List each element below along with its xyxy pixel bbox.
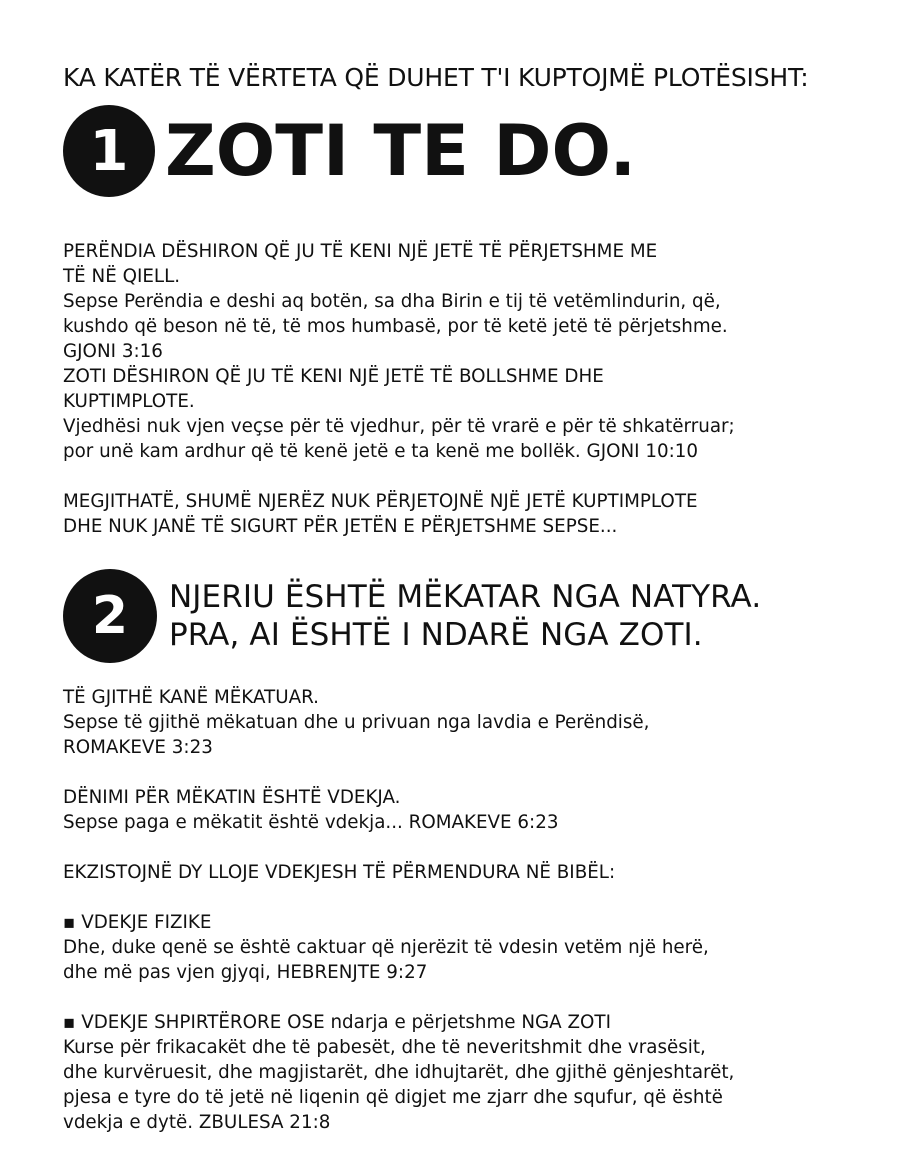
number-badge-2: 2 xyxy=(63,569,157,663)
text-line: ROMAKEVE 3:23 xyxy=(63,737,213,758)
text-line: EKZISTOJNË DY LLOJE VDEKJESH TË PËRMENDURA NË BIBËL: xyxy=(63,862,616,883)
document-page xyxy=(63,62,873,1135)
section-1-header xyxy=(63,103,873,199)
text-line: GJONI 3:16 xyxy=(63,341,163,362)
intro-heading: KA KATËR TË VËRTETA QË DUHET T'I KUPTOJMË PLOTËSISHT: xyxy=(63,63,809,92)
text-line: vdekja e dytë. ZBULESA 21:8 xyxy=(63,1112,331,1133)
section-2-body xyxy=(63,685,873,1135)
text-line: ZOTI DËSHIRON QË JU TË KENI NJË JETË TË BOLLSHME DHE xyxy=(63,366,604,387)
bullet-line: ▪ VDEKJE FIZIKE xyxy=(63,912,212,933)
text-line: dhe kurvëruesit, dhe magjistarët, dhe idhujtarët, dhe gjithë gënjeshtarët, xyxy=(63,1062,735,1083)
text-line: Dhe, duke qenë se është caktuar që njerëzit të vdesin vetëm një herë, xyxy=(63,937,709,958)
text-line: Kurse për frikacakët dhe të pabesët, dhe të neveritshmit dhe vrasësit, xyxy=(63,1037,706,1058)
text-line: Sepse të gjithë mëkatuan dhe u privuan nga lavdia e Perëndisë, xyxy=(63,712,650,733)
text-line: Sepse paga e mëkatit është vdekja... ROMAKEVE 6:23 xyxy=(63,812,559,833)
text-line: pjesa e tyre do të jetë në liqenin që digjet me zjarr dhe squfur, që është xyxy=(63,1087,723,1108)
text-line: dhe më pas vjen gjyqi, HEBRENJTE 9:27 xyxy=(63,962,428,983)
text-line: TË GJITHË KANË MËKATUAR. xyxy=(63,687,319,708)
bullet-line: ▪ VDEKJE SHPIRTËRORE OSE ndarja e përjetshme NGA ZOTI xyxy=(63,1012,611,1033)
text-line: kushdo që beson në të, të mos humbasë, por të ketë jetë të përjetshme. xyxy=(63,316,728,337)
number-badge-1: 1 xyxy=(63,105,155,197)
section-2-header xyxy=(63,569,873,663)
text-line: por unë kam ardhur që të kenë jetë e ta kenë me bollëk. GJONI 10:10 xyxy=(63,441,699,462)
section-2-heading xyxy=(169,578,761,654)
text-line: KUPTIMPLOTE. xyxy=(63,391,195,412)
section-1-body xyxy=(63,239,873,539)
text-line: Vjedhësi nuk vjen veçse për të vjedhur, për të vrarë e për të shkatërruar; xyxy=(63,416,735,437)
section-2-heading-line: PRA, AI ËSHTË I NDARË NGA ZOTI. xyxy=(169,617,703,653)
section-1-heading: ZOTI TE DO. xyxy=(165,110,637,192)
section-2-heading-line: NJERIU ËSHTË MËKATAR NGA NATYRA. xyxy=(169,579,762,615)
transition-line: MEGJITHATË, SHUMË NJERËZ NUK PËRJETOJNË NJË JETË KUPTIMPLOTE xyxy=(63,491,698,512)
text-line: Sepse Perëndia e deshi aq botën, sa dha Birin e tij të vetëmlindurin, që, xyxy=(63,291,721,312)
transition-line: DHE NUK JANË TË SIGURT PËR JETËN E PËRJETSHME SEPSE... xyxy=(63,516,618,537)
text-line: TË NË QIELL. xyxy=(63,266,181,287)
text-line: DËNIMI PËR MËKATIN ËSHTË VDEKJA. xyxy=(63,787,401,808)
text-line: PERËNDIA DËSHIRON QË JU TË KENI NJË JETË TË PËRJETSHME ME xyxy=(63,241,658,262)
